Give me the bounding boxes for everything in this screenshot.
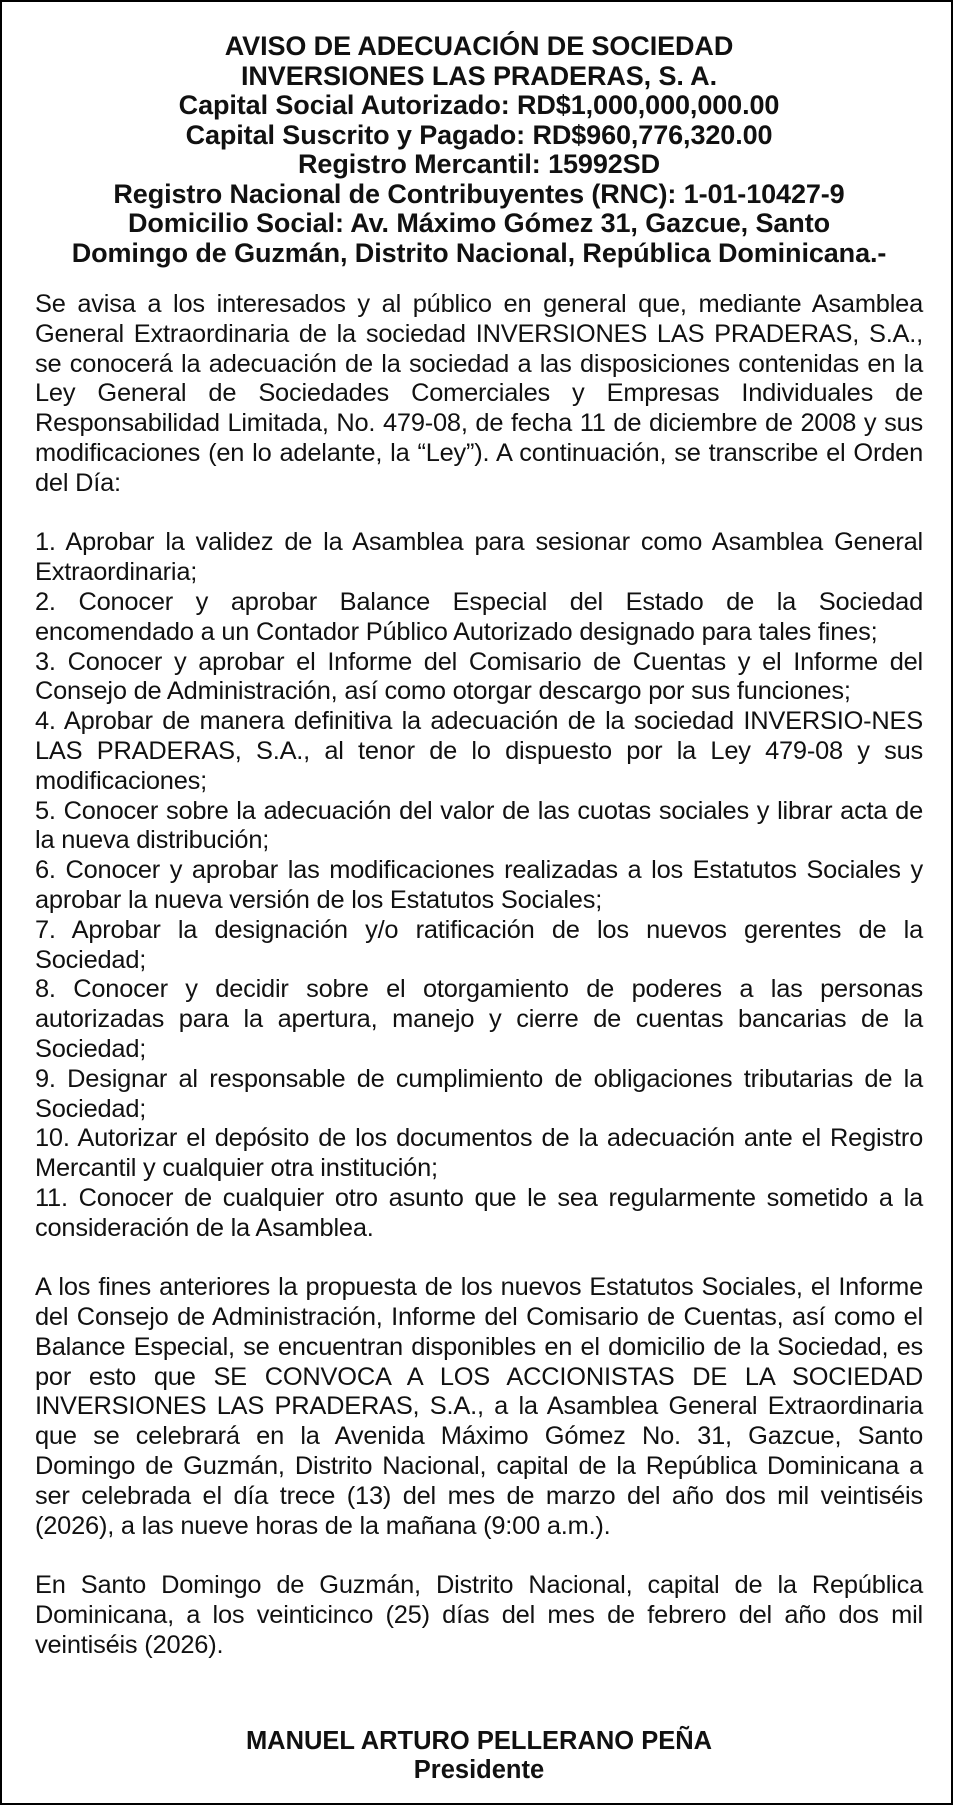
signatory-name: MANUEL ARTURO PELLERANO PEÑA bbox=[245, 1726, 713, 1755]
agenda-item: 7. Aprobar la designación y/o ratificación de los nuevos gerentes de la Sociedad; bbox=[35, 915, 923, 974]
agenda-item: 4. Aprobar de manera definitiva la adecuación de la sociedad INVERSIO-NES LAS PRADERAS, S.A., al tenor de lo dispuesto por la Ley 479-08 y sus modificaciones; bbox=[35, 707, 923, 795]
agenda-item: 6. Conocer y aprobar las modificaciones realizadas a los Estatutos Sociales y aprobar la nueva versión de los Estatutos Sociales; bbox=[35, 856, 923, 914]
agenda-item: 9. Designar al responsable de cumplimiento de obligaciones tributarias de la Sociedad; bbox=[35, 1064, 923, 1123]
agenda-item: 10. Autorizar el depósito de los documentos de la adecuación ante el Registro Mercantil y cualquier otra institución; bbox=[35, 1124, 923, 1183]
authorized-capital: Capital Social Autorizado: RD$1,000,000,000.00 bbox=[178, 90, 780, 120]
paid-capital: Capital Suscrito y Pagado: RD$960,776,320.00 bbox=[185, 119, 773, 150]
convocation-paragraph: A los fines anteriores la propuesta de los nuevos Estatutos Sociales, el Informe del Consejo de Administración, Informe del Comisario de Cuentas, así como el Balance Especial, se encuentran disponibles en el domicilio de la Sociedad, es por esto que SE CONVOCA A LOS ACCIONISTAS DE LA SOCIEDAD INVERSIONES LAS PRADERAS, S.A., a la Asamblea General Extraordinaria que se celebrará en la Avenida Máximo Gómez No. 31, Gazcue, Santo Domingo de Guzmán, Distrito Nacional, capital de la República Dominicana a ser celebrada el día trece (13) del mes de marzo del año dos mil veintiséis (2026), a las nueve horas de la mañana (9:00 a.m.). bbox=[35, 1273, 923, 1540]
agenda-item: 5. Conocer sobre la adecuación del valor de las cuotas sociales y librar acta de la nueva distribución; bbox=[35, 796, 923, 855]
social-address-line-1: Domicilio Social: Av. Máximo Gómez 31, Gazcue, Santo bbox=[128, 208, 830, 238]
intro-paragraph: Se avisa a los interesados y al público en general que, mediante Asamblea General Extraordinaria de la sociedad INVERSIONES LAS PRADERAS, S.A., se conocerá la adecuación de la sociedad a las disposiciones contenidas en la Ley General de Sociedades Comerciales y Empresas Individuales de Responsabilidad Limitada, No. 479-08, de fecha 11 de diciembre de 2008 y sus modificaciones (en lo adelante, la “Ley”). A continuación, se transcribe el Orden del Día: bbox=[35, 290, 923, 497]
notice-title: AVISO DE ADECUACIÓN DE SOCIEDAD bbox=[224, 31, 734, 61]
closing-paragraph: En Santo Domingo de Guzmán, Distrito Nacional, capital de la República Dominicana, a los veinticinco (25) días del mes de febrero del año dos mil veintiséis (2026). bbox=[35, 1571, 923, 1659]
rnc-number: Registro Nacional de Contribuyentes (RNC): 1-01-10427-9 bbox=[113, 178, 845, 209]
agenda-item: 8. Conocer y decidir sobre el otorgamiento de poderes a las personas autorizadas para la apertura, manejo y cierre de cuentas bancarias de la Sociedad; bbox=[35, 975, 923, 1063]
notice-body bbox=[35, 290, 923, 1661]
agenda-list bbox=[35, 528, 923, 1243]
mercantile-registry: Registro Mercantil: 15992SD bbox=[298, 149, 660, 179]
signatory-title: Presidente bbox=[413, 1755, 545, 1784]
signature-block bbox=[35, 1727, 923, 1785]
agenda-item: 1. Aprobar la validez de la Asamblea para sesionar como Asamblea General Extraordinaria; bbox=[35, 528, 923, 587]
agenda-item: 3. Conocer y aprobar el Informe del Comisario de Cuentas y el Informe del Consejo de Administración, así como otorgar descargo por sus funciones; bbox=[35, 647, 923, 706]
agenda-item: 2. Conocer y aprobar Balance Especial del Estado de la Sociedad encomendado a un Contador Público Autorizado designado para tales fines; bbox=[35, 587, 923, 646]
social-address-line-2: Domingo de Guzmán, Distrito Nacional, República Dominicana.- bbox=[71, 237, 887, 268]
notice-header bbox=[35, 32, 923, 268]
company-name: INVERSIONES LAS PRADERAS, S. A. bbox=[241, 60, 717, 91]
agenda-item: 11. Conocer de cualquier otro asunto que le sea regularmente sometido a la consideración de la Asamblea. bbox=[35, 1183, 923, 1242]
